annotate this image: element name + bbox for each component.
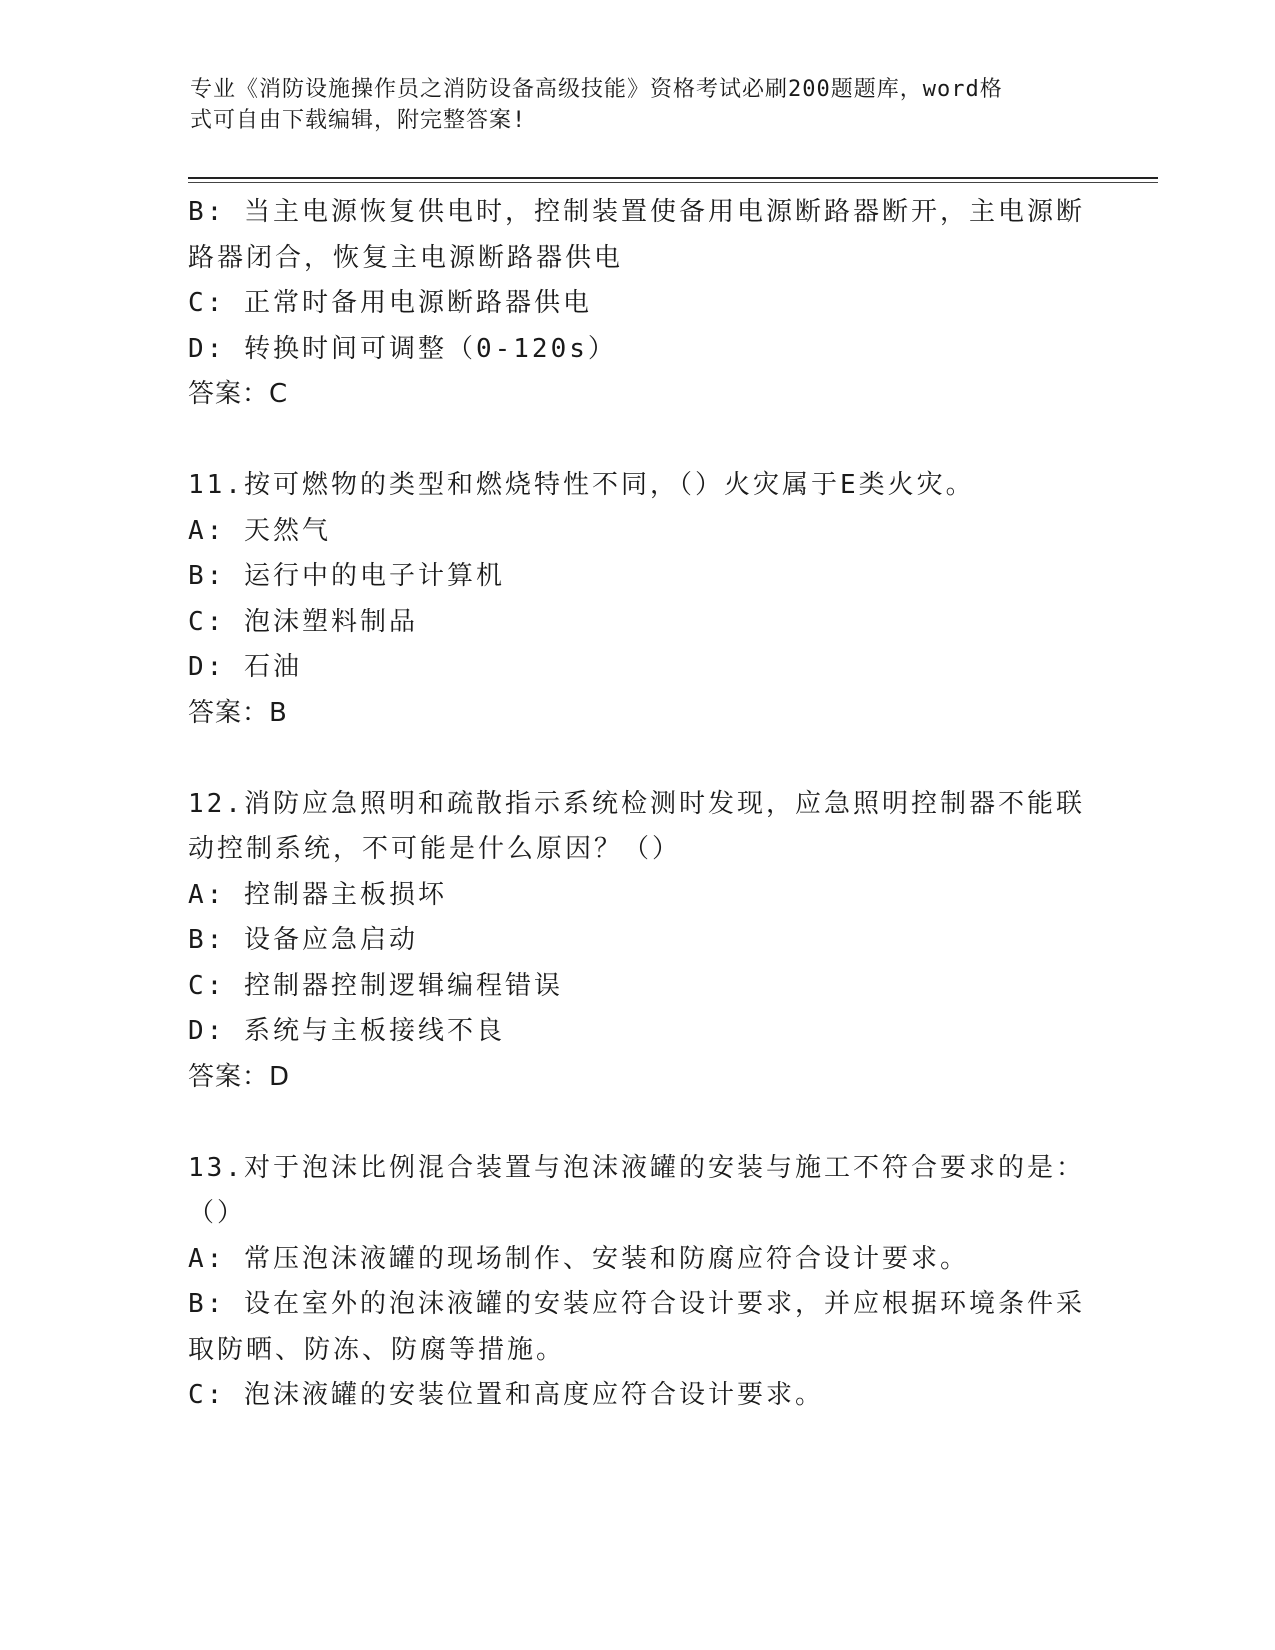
answer-line: 答案：B <box>188 697 288 728</box>
header-line-2: 式可自由下载编辑，附完整答案! <box>190 108 527 133</box>
answer-line: 答案：C <box>188 379 289 409</box>
question-text-line: 取防晒、防冻、防腐等措施。 <box>188 1334 566 1365</box>
question-text-line: A: 控制器主板损坏 <box>188 879 447 910</box>
question-text-line: C: 正常时备用电源断路器供电 <box>188 288 592 318</box>
question-text-line: B: 当主电源恢复供电时，控制装置使备用电源断路器断开，主电源断 <box>188 197 1085 227</box>
question-text-line: 动控制系统，不可能是什么原因？（） <box>188 834 682 864</box>
question-text-line: D: 石油 <box>188 652 302 682</box>
question-text-line: B: 设在室外的泡沫液罐的安装应符合设计要求，并应根据环境条件采 <box>188 1289 1085 1319</box>
question-block <box>188 463 1088 736</box>
question-text-line: A: 天然气 <box>188 515 331 546</box>
header-divider-thin <box>188 182 1158 183</box>
question-block <box>188 1146 1088 1419</box>
header-line-1: 专业《消防设施操作员之消防设备高级技能》资格考试必刷200题题库，word格 <box>190 77 1003 102</box>
question-text-line: C: 控制器控制逻辑编程错误 <box>188 970 563 1001</box>
question-text-line: A: 常压泡沫液罐的现场制作、安装和防腐应符合设计要求。 <box>188 1243 969 1274</box>
question-text-line: C: 泡沫塑料制品 <box>188 606 418 637</box>
question-block <box>188 782 1088 1101</box>
question-text-line: D: 转换时间可调整（0-120s） <box>188 333 617 364</box>
question-text-line: 路器闭合，恢复主电源断路器供电 <box>188 242 624 273</box>
question-text-line: 11.按可燃物的类型和燃烧特性不同，（）火灾属于E类火灾。 <box>188 470 975 500</box>
question-text-line: 13.对于泡沫比例混合装置与泡沫液罐的安装与施工不符合要求的是： <box>188 1152 1085 1183</box>
question-text-line: D: 系统与主板接线不良 <box>188 1016 505 1046</box>
question-list <box>188 190 1088 1419</box>
header-divider-thick <box>188 177 1158 179</box>
question-text-line: B: 运行中的电子计算机 <box>188 561 505 591</box>
document-header <box>190 74 1080 136</box>
question-text-line: B: 设备应急启动 <box>188 925 418 955</box>
question-text-line: （） <box>188 1198 247 1228</box>
question-text-line: C: 泡沫液罐的安装位置和高度应符合设计要求。 <box>188 1380 824 1410</box>
question-block <box>188 190 1088 418</box>
answer-line: 答案：D <box>188 1061 291 1092</box>
question-text-line: 12.消防应急照明和疏散指示系统检测时发现，应急照明控制器不能联 <box>188 788 1085 819</box>
